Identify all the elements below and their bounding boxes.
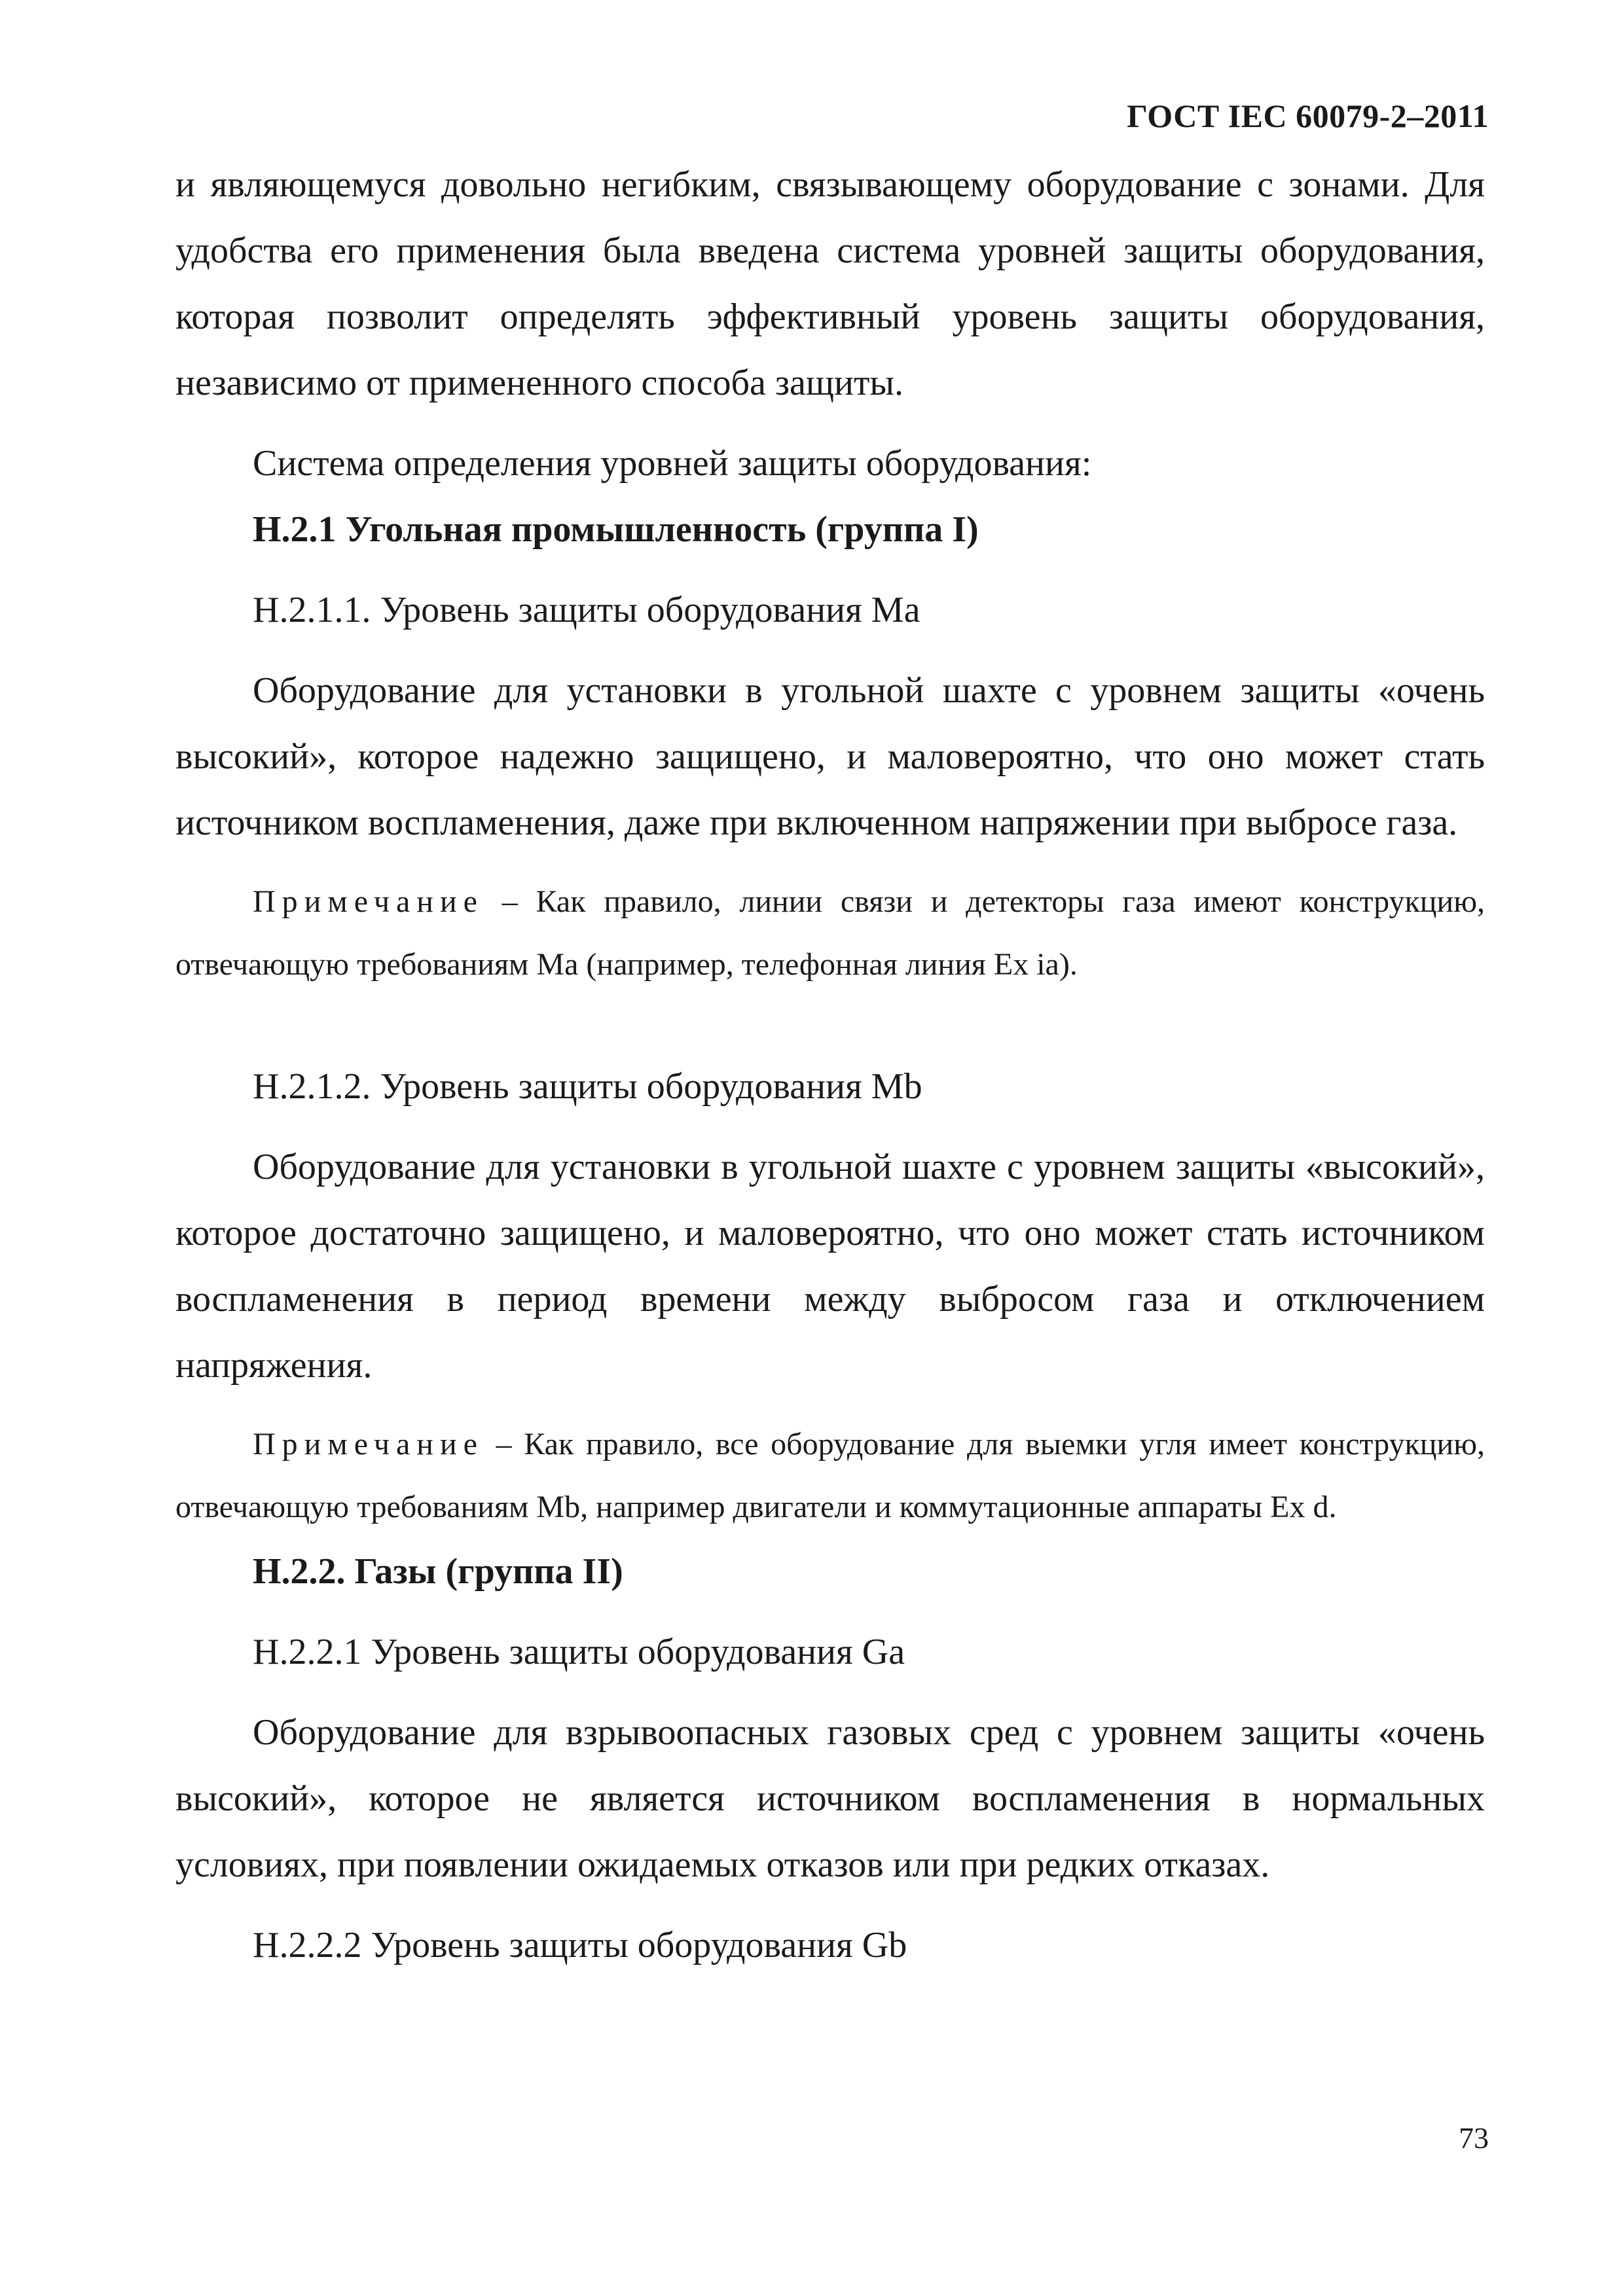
- paragraph-mb: Оборудование для установки в угольной шахте с уровнем защиты «высокий», которое достаточно защищено, и маловероятно, что оно может стать источником воспламенения в период времени между выбросом газа и отключением напряжения.: [175, 1147, 1485, 1386]
- note-ma: [175, 870, 1485, 996]
- standard-header: ГОСТ IEC 60079-2–2011: [1127, 98, 1489, 134]
- heading-h-2-2: Н.2.2. Газы (группа II): [253, 1551, 623, 1592]
- paragraph-ma: Оборудование для установки в угольной шахте с уровнем защиты «очень высокий», которое надежно защищено, и маловероятно, что оно может стать источником воспламенения, даже при включенном напряжении при выбросе газа.: [175, 670, 1485, 843]
- note-mb: [175, 1413, 1485, 1539]
- note-label: Примечание: [253, 884, 484, 919]
- subheading-h-2-1-2: Н.2.1.2. Уровень защиты оборудования Mb: [253, 1066, 922, 1107]
- subheading-h-2-1-1: Н.2.1.1. Уровень защиты оборудования Ма: [253, 590, 921, 630]
- paragraph-continuation: и являющемуся довольно негибким, связывающему оборудование с зонами. Для удобства его применения была введена система уровней защиты оборудования, которая позволит определять эффективный уровень защиты оборудования, независимо от примененного способа защиты.: [175, 164, 1485, 403]
- note-label: Примечание: [253, 1427, 484, 1462]
- paragraph-ga: Оборудование для взрывоопасных газовых сред с уровнем защиты «очень высокий», которое не является источником воспламенения в нормальных условиях, при появлении ожидаемых отказов или при редких отказах.: [175, 1712, 1485, 1885]
- page-body: [175, 152, 1485, 1979]
- subheading-h-2-2-1: Н.2.2.1 Уровень защиты оборудования Ga: [253, 1632, 905, 1672]
- note-text: – Как правило, линии связи и детекторы газа имеют конструкцию, отвечающую требованиям Ма (например, телефонная линия Ex ia).: [175, 884, 1485, 982]
- heading-h-2-1: Н.2.1 Угольная промышленность (группа I): [253, 509, 979, 550]
- paragraph-system-intro: Система определения уровней защиты оборудования:: [253, 443, 1092, 484]
- subheading-h-2-2-2: Н.2.2.2 Уровень защиты оборудования Gb: [253, 1925, 907, 1965]
- note-text: – Как правило, все оборудование для выемки угля имеет конструкцию, отвечающую требованиям Mb, например двигатели и коммутационные аппараты Ex d.: [175, 1427, 1485, 1524]
- page-number: 73: [1459, 2121, 1489, 2155]
